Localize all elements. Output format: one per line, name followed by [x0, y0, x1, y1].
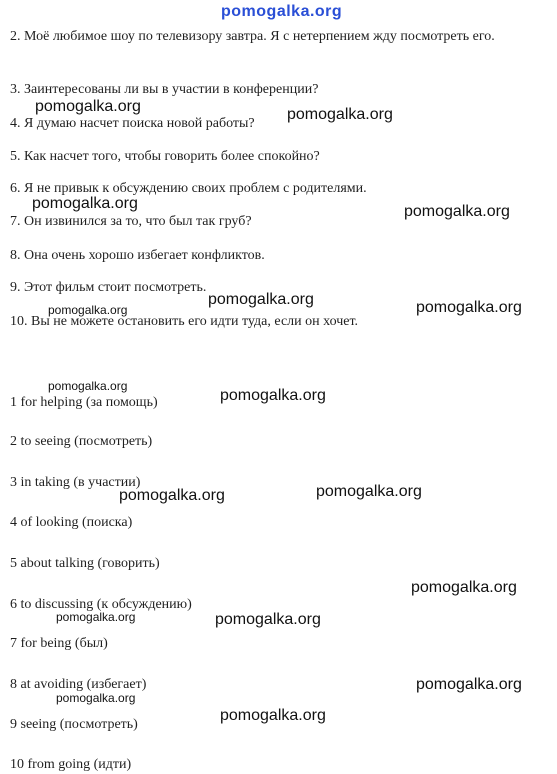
answer-5: 5 about talking (говорить): [10, 556, 160, 571]
answer-9: 9 seeing (посмотреть): [10, 717, 138, 732]
answer-10: 10 from going (идти): [10, 757, 132, 772]
watermark: pomogalka.org: [220, 387, 326, 404]
watermark: pomogalka.org: [416, 299, 522, 316]
answer-2: 2 to seeing (посмотреть): [10, 434, 153, 449]
watermark: pomogalka.org: [35, 98, 141, 115]
watermark: pomogalka.org: [215, 611, 321, 628]
header-watermark: pomogalka.org: [221, 3, 343, 20]
sentence-2: 2. Моё любимое шоу по телевизору завтра. Я с нетерпением жду посмотреть его.: [10, 29, 495, 44]
answer-4: 4 of looking (поиска): [10, 515, 133, 530]
watermark: pomogalka.org: [220, 707, 326, 724]
sentence-9: 9. Этот фильм стоит посмотреть.: [10, 280, 207, 295]
answer-7: 7 for being (был): [10, 636, 108, 651]
watermark: pomogalka.org: [119, 487, 225, 504]
answer-1: 1 for helping (за помощь): [10, 395, 158, 410]
sentence-3: 3. Заинтересованы ли вы в участии в конференции?: [10, 82, 319, 97]
answer-3: 3 in taking (в участии): [10, 475, 141, 490]
watermark: pomogalka.org: [48, 379, 128, 393]
watermark: pomogalka.org: [287, 106, 393, 123]
answer-6: 6 to discussing (к обсуждению): [10, 597, 192, 612]
watermark: pomogalka.org: [32, 195, 138, 212]
sentence-6: 6. Я не привык к обсуждению своих проблем с родителями.: [10, 181, 367, 196]
sentence-10: 10. Вы не можете остановить его идти туда, если он хочет.: [10, 314, 359, 329]
watermark: pomogalka.org: [411, 579, 517, 596]
watermark: pomogalka.org: [56, 610, 136, 624]
sentence-4: 4. Я думаю насчет поиска новой работы?: [10, 116, 255, 131]
watermark: pomogalka.org: [404, 203, 510, 220]
sentence-5: 5. Как насчет того, чтобы говорить более спокойно?: [10, 149, 320, 164]
watermark: pomogalka.org: [416, 676, 522, 693]
watermark: pomogalka.org: [208, 291, 314, 308]
watermark: pomogalka.org: [316, 483, 422, 500]
watermark: pomogalka.org: [56, 691, 136, 705]
sentence-7: 7. Он извинился за то, что был так груб?: [10, 214, 252, 229]
answer-8: 8 at avoiding (избегает): [10, 677, 147, 692]
watermark: pomogalka.org: [48, 303, 128, 317]
sentence-8: 8. Она очень хорошо избегает конфликтов.: [10, 248, 265, 263]
